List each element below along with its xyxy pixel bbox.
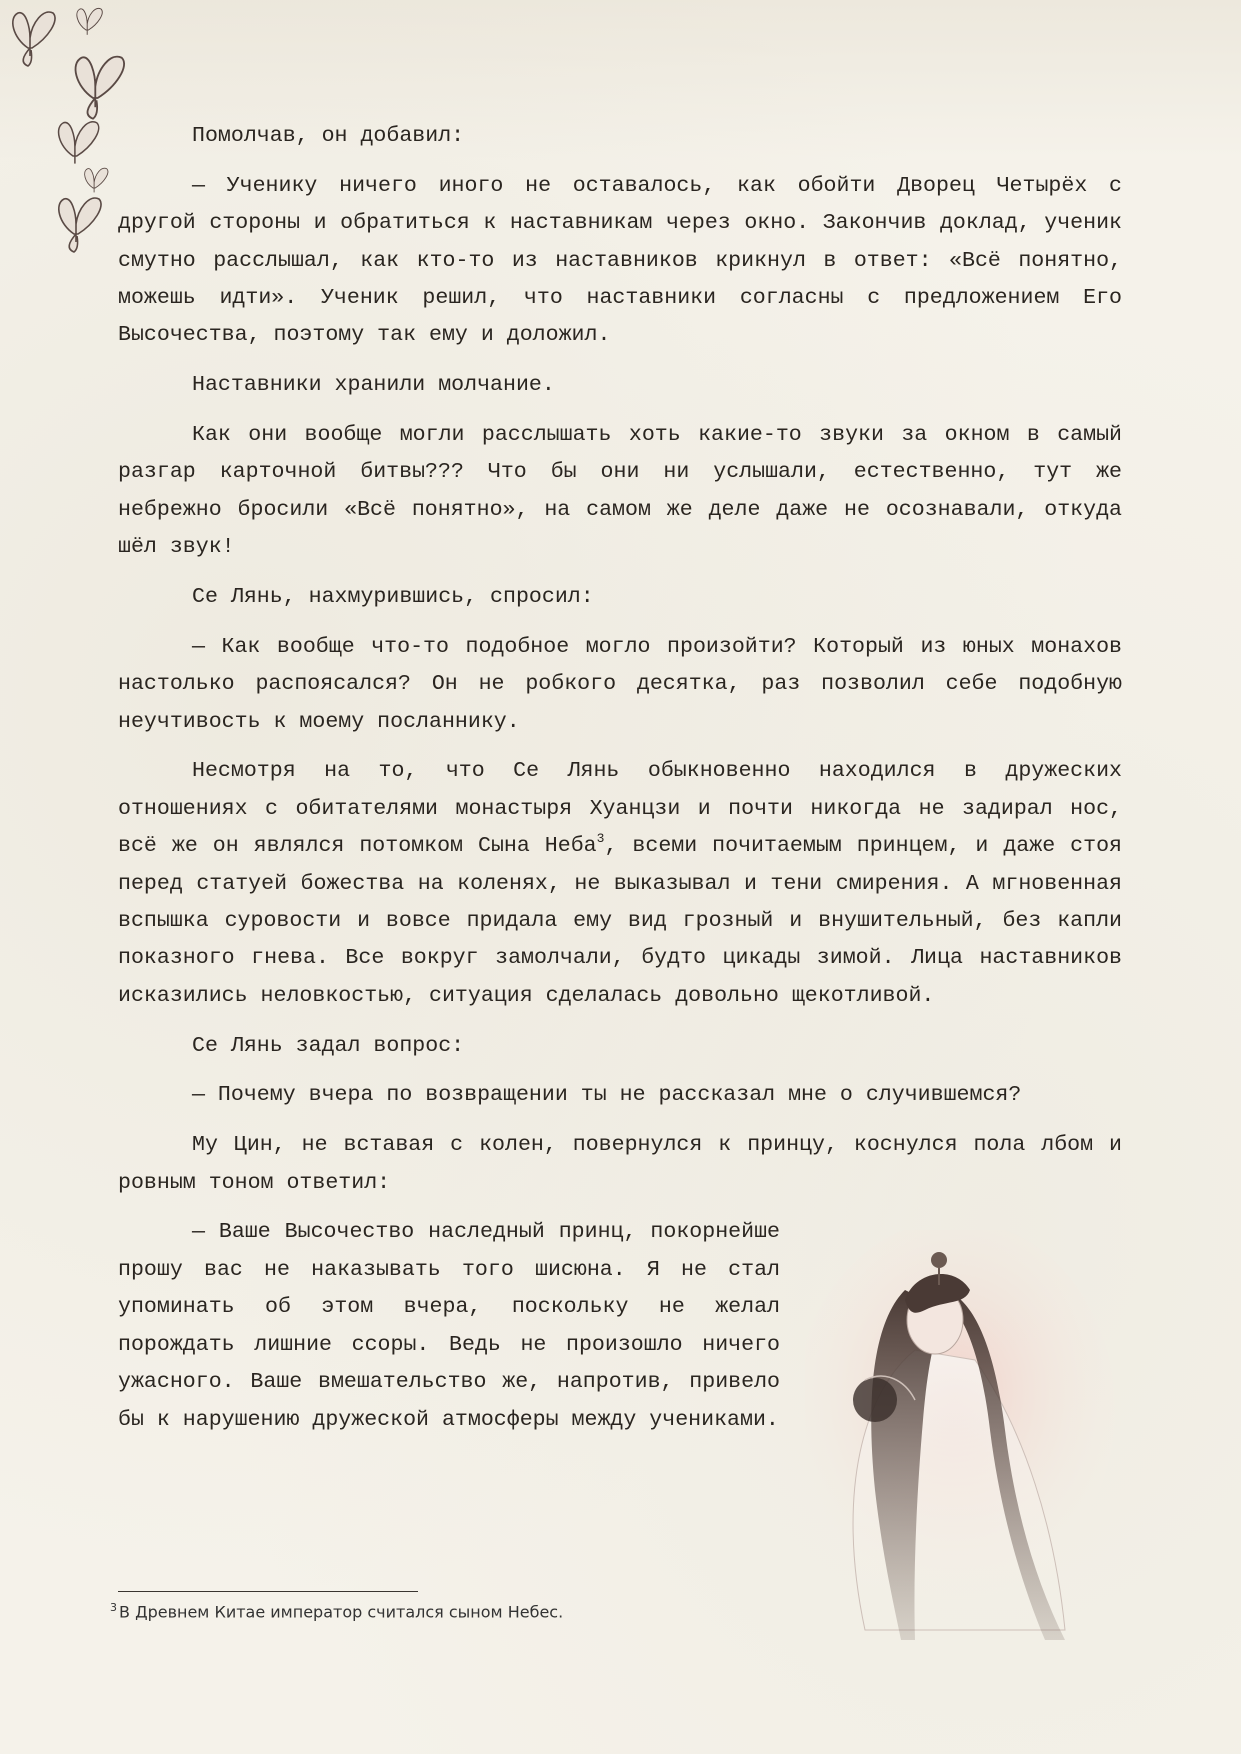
butterfly-icon: [59, 198, 101, 252]
butterfly-icon: [76, 57, 125, 119]
butterfly-icon: [13, 12, 55, 66]
paragraph-text: Несмотря на то, что Се Лянь обыкновенно находился в дружеских отношениях с обитателями монастыря Хуанцзи и почти никогда не задирал нос, всё же он являлся потомком Сына Неба: [118, 759, 1122, 859]
paragraph: Как они вообще могли расслышать хоть какие-то звуки за окном в самый разгар карточной битвы??? Что бы они ни услышали, естественно, тут же небрежно бросили «Всё понятно», на самом же деле даже не осознавали, откуда шёл звук!: [118, 423, 1122, 560]
footnote: [110, 1601, 1010, 1621]
footnote-divider: [118, 1591, 418, 1592]
paragraph-text: , всеми почитаемым принцем, и даже стоя перед статуей божества на коленях, не выказывал и тени смирения. А мгновенная вспышка суровости и вовсе придала ему вид грозный и внушительный, без капли показного гнева. Все вокруг замолчали, будто цикады зимой. Лица наставников исказились неловкостью, ситуация сделалась довольно щекотливой.: [118, 834, 1122, 1008]
paragraph-with-footnote: [118, 753, 1122, 1015]
footnote-text: В Древнем Китае император считался сыном Небес.: [119, 1602, 564, 1622]
paragraph: — Ученику ничего иного не оставалось, как обойти Дворец Четырёх с другой стороны и обратиться к наставникам через окно. Закончив доклад, ученик смутно расслышал, как кто-то из наставников крикнул в ответ: «Всё понятно, можешь идти». Ученик решил, что наставники согласны с предложением Его Высочества, поэтому так ему и доложил.: [118, 173, 1122, 348]
paragraph: Му Цин, не вставая с колен, повернулся к принцу, коснулся пола лбом и ровным тоном ответил:: [118, 1133, 1122, 1195]
paragraph: Се Лянь, нахмурившись, спросил:: [192, 585, 594, 610]
butterfly-icon: [59, 122, 99, 164]
butterfly-icon: [85, 168, 108, 192]
footnote-reference[interactable]: 3: [596, 831, 605, 847]
character-illustration: [805, 1230, 1125, 1650]
paragraph: — Ваше Высочество наследный принц, покорнейше прошу вас не наказывать того шисюна. Я не стал упоминать об этом вчера, поскольку не желал порождать лишние ссоры. Ведь не произошло ничего ужасного. Ваше вмешательство же, напротив, привело бы к нарушению дружеской атмосферы между учениками.: [118, 1220, 780, 1432]
butterfly-icon: [77, 8, 102, 34]
paragraph: Наставники хранили молчание.: [192, 373, 555, 398]
paragraph: Помолчав, он добавил:: [192, 124, 465, 148]
paragraph: — Почему вчера по возвращении ты не рассказал мне о случившемся?: [192, 1083, 1022, 1108]
paragraph: Се Лянь задал вопрос:: [192, 1033, 465, 1058]
footnote-number: 3: [110, 1601, 117, 1614]
paragraph: — Как вообще что-то подобное могло произойти? Который из юных монахов настолько распоясался? Он не робкого десятка, раз позволил себе подобную неучтивость к моему посланнику.: [118, 634, 1122, 734]
